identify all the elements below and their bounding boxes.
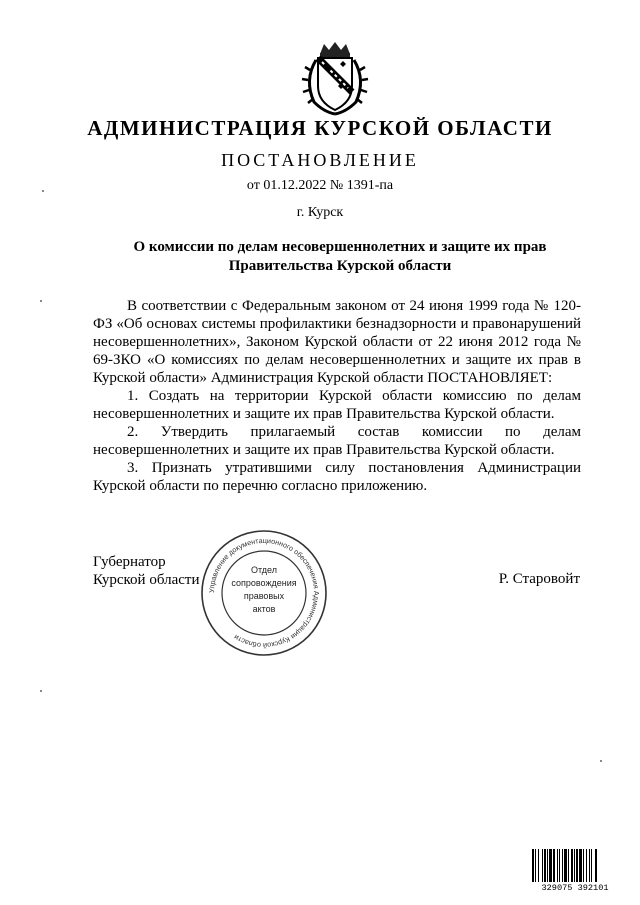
barcode-bar [557,849,558,882]
document-body [93,297,581,495]
stamp-ring-text: Управление документационного обеспечения Администрации Курской области [206,535,322,651]
barcode-bar [576,849,578,882]
barcode-bar [579,849,582,882]
stamp-center-text [231,564,297,616]
barcode-bar [574,849,575,882]
document-subject [100,238,580,276]
barcode-icon [531,849,619,885]
barcode-bar [586,849,587,882]
barcode-bar [591,849,592,882]
barcode-bar [589,849,590,882]
barcode-bar [568,849,569,882]
barcode-bar [535,849,536,882]
document-date-number: от 01.12.2022 № 1391-па [246,178,394,193]
barcode-bar [542,849,543,882]
barcode-bar [553,849,555,882]
barcode-bar [564,849,567,882]
organization-title: АДМИНИСТРАЦИЯ КУРСКОЙ ОБЛАСТИ [87,116,553,140]
barcode-bar [583,849,584,882]
kursk-coat-of-arms-icon [300,40,370,116]
scan-speck [40,300,42,302]
stamp-line-4: актов [252,604,276,614]
document-type: ПОСТАНОВЛЕНИЕ [221,150,419,170]
body-preamble: В соответствии с Федеральным законом от 24 июня 1999 года № 120-ФЗ «Об основах системы профилактики безнадзорности и правонарушений несовершеннолетних», Законом Курской области от 22 июня 2012 года № 69-ЗКО «О комиссиях по делам несовершеннолетних и защите их прав в Курской области» Администрация Курской области ПОСТАНОВЛЯЕТ: [93,298,581,386]
barcode-bar [571,849,573,882]
barcode-bar [532,849,534,882]
signatory-position-line-2: Курской области [93,572,200,588]
signatory-position-line-1: Губернатор [93,554,166,570]
barcode-bar [549,849,552,882]
signatory-position [93,553,199,589]
body-item-3: 3. Признать утратившими силу постановления Администрации Курской области по перечню согласно приложению. [93,460,581,494]
body-item-1: 1. Создать на территории Курской области комиссию по делам несовершеннолетних и защите их прав Правительства Курской области. [93,388,581,422]
stamp-line-3: правовых [243,591,285,601]
subject-line-1: О комиссии по делам несовершеннолетних и защите их прав [133,239,547,255]
document-place: г. Курск [296,205,344,220]
stamp-line-1: Отдел [250,565,278,575]
barcode-bar [595,849,597,882]
subject-line-2: Правительства Курской области [228,258,452,274]
barcode-bar [538,849,539,882]
stamp-line-2: сопровождения [231,578,297,588]
barcode-bar [544,849,546,882]
signatory-name: Р. Старовойт [498,571,580,587]
scan-speck [42,190,44,192]
barcode-bar [562,849,563,882]
body-item-2: 2. Утвердить прилагаемый состав комиссии по делам несовершеннолетних и защите их прав Правительства Курской области. [93,424,581,458]
scan-speck [40,690,42,692]
barcode-number: 329075 392101 [541,883,609,893]
barcode-bar [559,849,560,882]
barcode-bar [547,849,548,882]
scan-speck [600,760,602,762]
